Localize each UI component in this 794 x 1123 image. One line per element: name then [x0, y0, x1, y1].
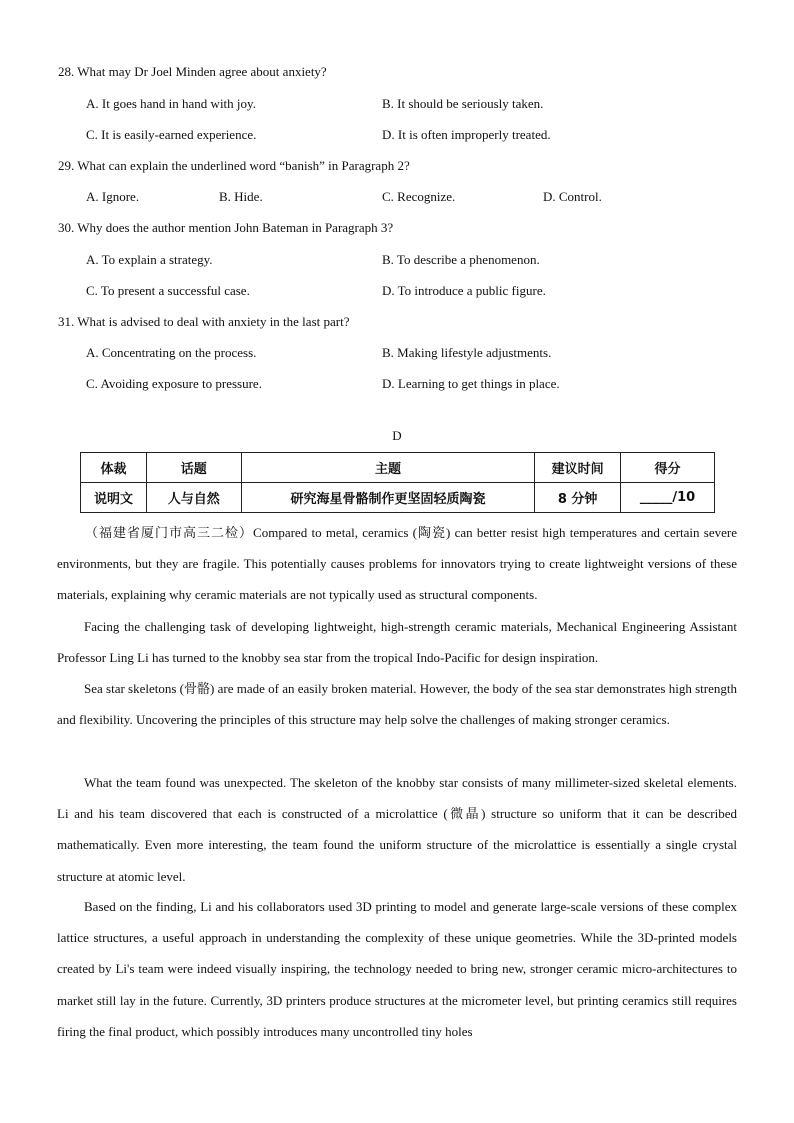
passage-paragraph-3	[57, 673, 737, 735]
table-header-row	[81, 453, 715, 483]
question-30-option-d: D. To introduce a public figure.	[382, 283, 546, 298]
passage-paragraph-1	[57, 517, 737, 611]
passage-paragraph-2	[57, 611, 737, 673]
passage-paragraph-5	[57, 891, 737, 1047]
question-28-option-b: B. It should be seriously taken.	[382, 96, 544, 111]
header-suggested-time: 建议时间	[535, 453, 621, 483]
passage-paragraph-2-text: Facing the challenging task of developing lightweight, high-strength ceramic materials, Mechanical Engineering Assistant Professor Ling Li has turned to the knobby sea star from the tropical Indo-Pacific for design inspiration.	[57, 619, 737, 666]
question-29-option-d: D. Control.	[543, 189, 602, 204]
question-29-stem: 29. What can explain the underlined word “banish” in Paragraph 2?	[58, 158, 410, 173]
question-31-stem: 31. What is advised to deal with anxiety in the last part?	[58, 314, 350, 329]
question-28-option-d: D. It is often improperly treated.	[382, 127, 551, 142]
question-29-option-c: C. Recognize.	[382, 189, 456, 204]
question-30-stem: 30. Why does the author mention John Bateman in Paragraph 3?	[58, 220, 394, 235]
cell-suggested-time: 8 分钟	[535, 483, 621, 513]
passage-paragraph-4	[57, 767, 737, 892]
question-31-option-c: C. Avoiding exposure to pressure.	[86, 376, 262, 391]
header-genre: 体裁	[81, 453, 147, 483]
question-31-option-a: A. Concentrating on the process.	[86, 345, 257, 360]
header-theme: 主题	[241, 453, 534, 483]
question-31-option-b: B. Making lifestyle adjustments.	[382, 345, 552, 360]
question-28-stem: 28. What may Dr Joel Minden agree about anxiety?	[58, 64, 327, 79]
table-row	[81, 483, 715, 513]
section-letter: D	[392, 428, 402, 443]
passage-info-table	[80, 452, 715, 513]
question-29-option-b: B. Hide.	[219, 189, 263, 204]
passage-paragraph-3-text: Sea star skeletons (骨骼) are made of an easily broken material. However, the body of the sea star demonstrates high strength and flexibility. Uncovering the principles of this structure may help solve the challenges of making stronger ceramics.	[57, 681, 737, 728]
cell-topic: 人与自然	[146, 483, 241, 513]
cell-theme: 研究海星骨骼制作更坚固轻质陶瓷	[241, 483, 534, 513]
passage-paragraph-5-text: Based on the finding, Li and his collaborators used 3D printing to model and generate large-scale versions of these complex lattice structures, a useful approach in understanding the complexity of these unique geometries. While the 3D-printed models created by Li's team were indeed visually inspiring, the technology needed to bring new, stronger ceramic micro-architectures to market still lay in the future. Currently, 3D printers produce structures at the micrometer level, but printing ceramics still requires firing the final product, which possibly introduces many uncontrolled tiny holes	[57, 899, 737, 1039]
question-31-option-d: D. Learning to get things in place.	[382, 376, 560, 391]
question-30-option-a: A. To explain a strategy.	[86, 252, 213, 267]
header-score: 得分	[621, 453, 715, 483]
question-30-option-c: C. To present a successful case.	[86, 283, 250, 298]
passage-paragraph-4-text: What the team found was unexpected. The skeleton of the knobby star consists of many millimeter-sized skeletal elements. Li and his team discovered that each is constructed of a microlattice (微晶) structure so uniform that it can be described mathematically. Even more interesting, the team found the uniform structure of the microlattice is essentially a single crystal structure at atomic level.	[57, 775, 737, 884]
question-28-option-a: A. It goes hand in hand with joy.	[86, 96, 256, 111]
cell-score: _____/10	[621, 483, 715, 513]
question-29-option-a: A. Ignore.	[86, 189, 140, 204]
header-topic: 话题	[146, 453, 241, 483]
question-30-option-b: B. To describe a phenomenon.	[382, 252, 540, 267]
cell-genre: 说明文	[81, 483, 147, 513]
question-28-option-c: C. It is easily-earned experience.	[86, 127, 257, 142]
passage-paragraph-1-text: （福建省厦门市高三二检）Compared to metal, ceramics (陶瓷) can better resist high temperatures and certain severe environments, but they are fragile. This potentially causes problems for innovators trying to create lightweight versions of these materials, explaining why ceramic materials are not typically used as structural components.	[57, 525, 737, 603]
